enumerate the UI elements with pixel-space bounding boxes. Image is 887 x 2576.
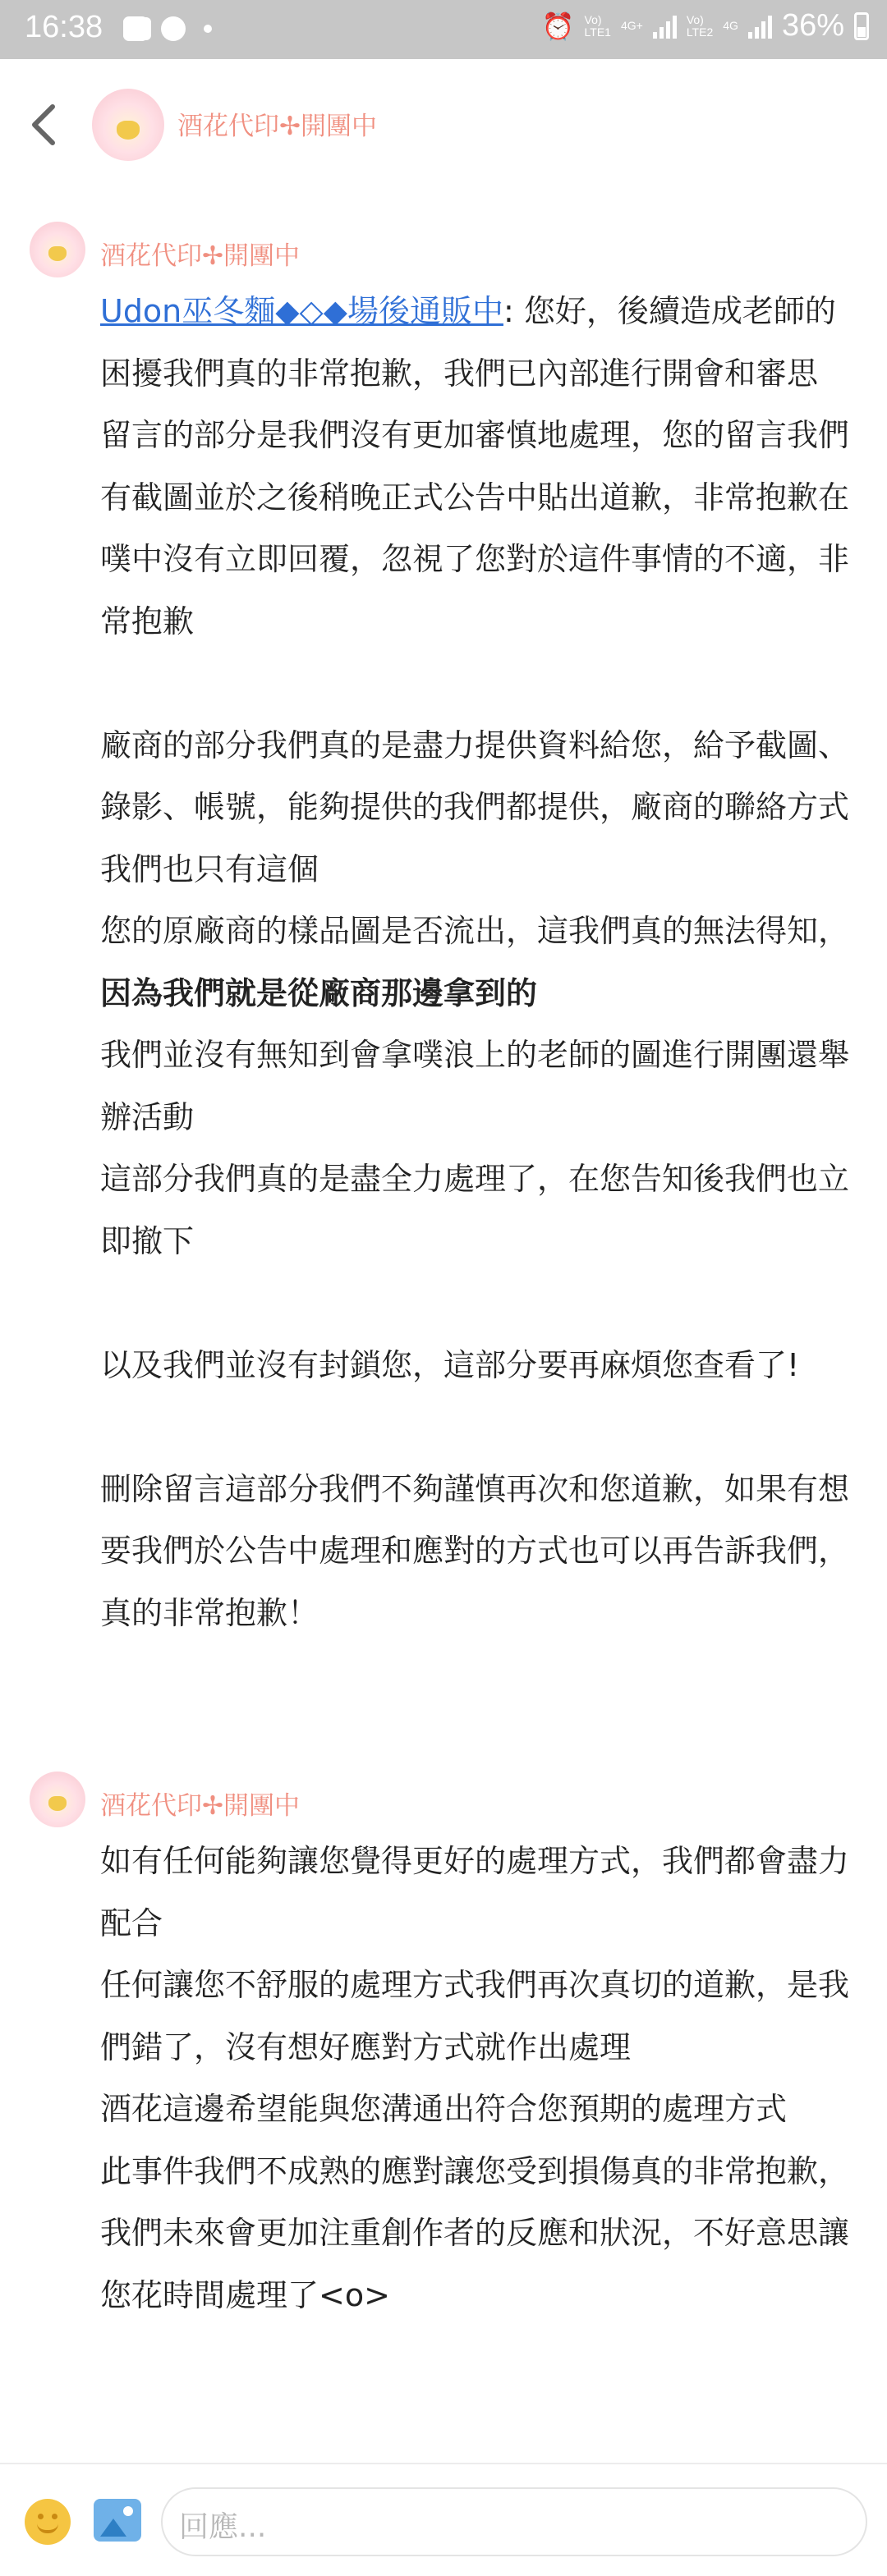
notification-icons — [123, 16, 212, 41]
network-lte1: Vo) LTE1 — [584, 12, 611, 39]
thread-header — [0, 59, 887, 190]
response-bold-text: 因為我們就是從廠商那邊拿到的 — [100, 974, 538, 1011]
avatar[interactable] — [30, 222, 85, 277]
network-lte2: Vo) LTE2 — [686, 12, 714, 39]
user-mention-link[interactable]: Udon巫冬麵◆◇◆場後通販中 — [100, 293, 503, 329]
status-bar — [0, 0, 887, 59]
pinterest-notification-icon — [161, 16, 186, 41]
emoji-icon[interactable] — [25, 2499, 71, 2545]
network-4g: 4G — [723, 19, 738, 32]
response-author[interactable]: 酒花代印✢開團中 — [100, 1791, 300, 1821]
network-4g-plus: 4G+ — [620, 19, 643, 32]
image-upload-icon[interactable] — [94, 2499, 141, 2542]
avatar[interactable] — [92, 89, 164, 161]
alarm-icon: ⏰ — [541, 11, 575, 41]
reply-input[interactable]: 回應... — [161, 2487, 867, 2556]
response-text — [100, 281, 864, 1644]
page-title[interactable]: 酒花代印✢開團中 — [177, 112, 377, 141]
more-notifications-icon — [204, 25, 212, 33]
avatar[interactable] — [30, 1772, 85, 1827]
response-text-part: : 您好，後續造成老師的困擾我們真的非常抱歉，我們已內部進行開會和審思 留言的部分是我們沒有更加審慎地處理，您的留言我們有截圖並於之後稍晚正式公告中貼出道歉，非常抱歉在噗中沒有立即回覆，忽視了您對於這件事情的不適，非常抱歉 廠商的部分我們真的是盡力提供資料給您，給予截圖、錄影、帳號，能夠提供的我們都提供，廠商的聯絡方式我們也只有這個 您的原廠商的樣品圖是否流出，這我們真的無法得知， — [100, 293, 850, 949]
reply-bar — [0, 2463, 887, 2576]
back-arrow-icon[interactable] — [25, 100, 64, 149]
signal-bars-icon — [748, 14, 772, 39]
response-author[interactable]: 酒花代印✢開團中 — [100, 241, 300, 271]
response-text-part: 我們並沒有無知到會拿噗浪上的老師的圖進行開團還舉辦活動 這部分我們真的是盡全力處理了，在您告知後我們也立即撤下 以及我們並沒有封鎖您，這部分要再麻煩您查看了! 刪除留言這部分我們不夠謹慎再次和您道歉，如果有想要我們於公告中處理和應對的方式也可以再告訴我們，真的非常抱歉！ — [100, 1037, 850, 1631]
response-text: 如有任何能夠讓您覺得更好的處理方式，我們都會盡力配合 任何讓您不舒服的處理方式我們再次真切的道歉，是我們錯了，沒有想好應對方式就作出處理 酒花這邊希望能與您溝通出符合您預期的處理方式 此事件我們不成熟的應對讓您受到損傷真的非常抱歉，我們未來會更加注重創作者的反應和狀況，不好意思讓您花時間處理了<o> — [100, 1843, 850, 2313]
signal-bars-icon — [653, 14, 677, 39]
message-notification-icon — [123, 17, 151, 40]
battery-icon — [854, 12, 869, 40]
battery-percent: 36% — [781, 8, 844, 43]
status-time: 16:38 — [25, 10, 103, 44]
